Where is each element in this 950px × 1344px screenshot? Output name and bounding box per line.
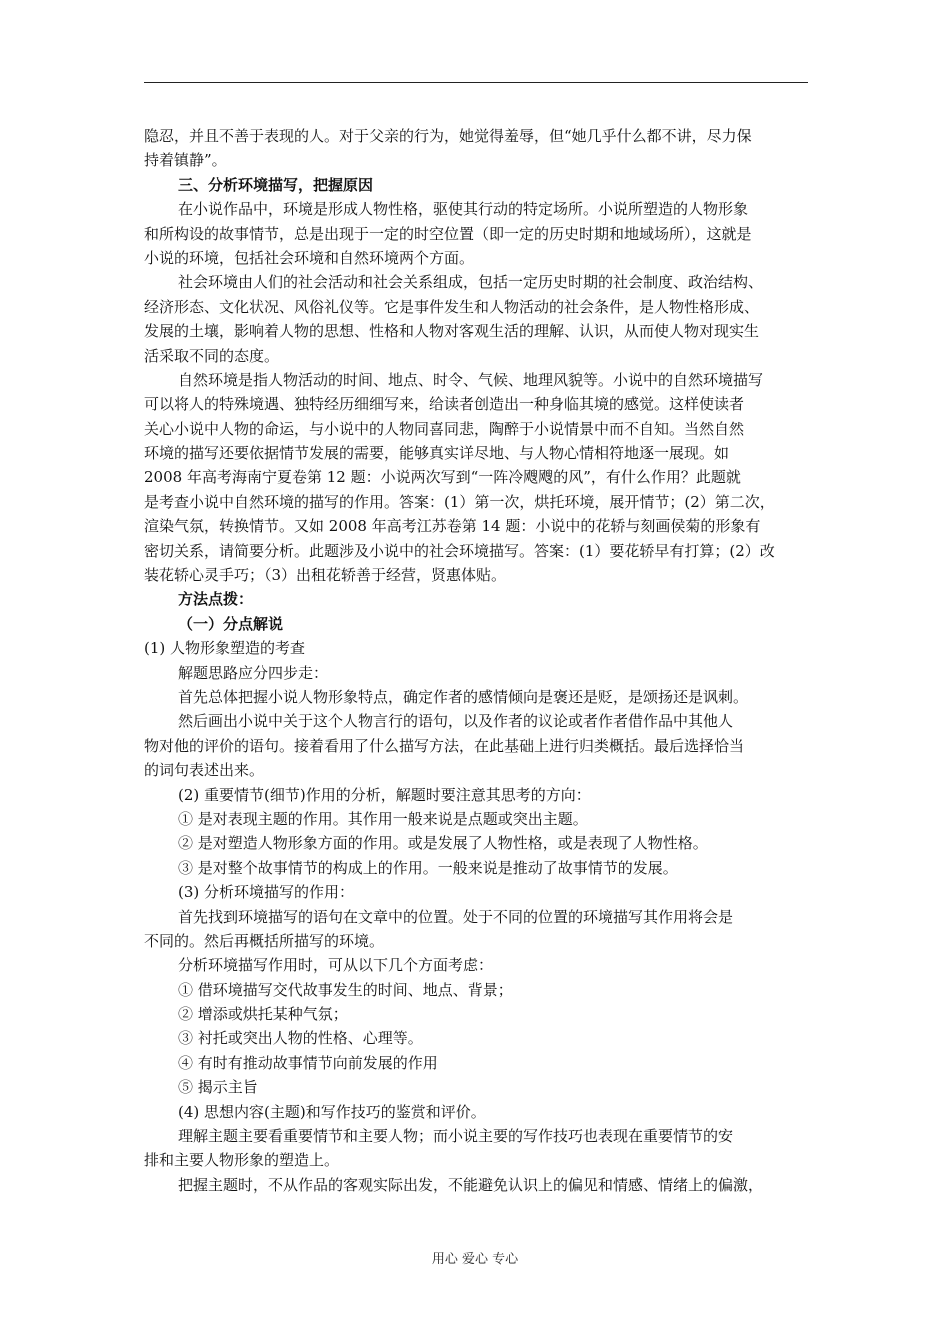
text-line: 解题思路应分四步走： [178,663,329,682]
text-line: 首先总体把握小说人物形象特点，确定作者的感情倾向是褒还是贬，是颂扬还是讽刺。 [178,687,749,706]
text-line: 可以将人的特殊境遇、独特经历细细写来，给读者创造出一种身临其境的感觉。这样使读者 [144,395,745,414]
text-line: 然后画出小说中关于这个人物言行的语句，以及作者的议论或者作者借作品中其他人 [178,712,734,731]
text-line: 的词句表述出来。 [144,761,265,780]
section-heading: 三、分析环境描写，把握原因 [178,175,374,194]
text-line: 2008 年高考海南宁夏卷第 12 题：小说两次写到“一阵冷飕飕的风”，有什么作用？此题就 [144,468,741,487]
text-line: (2) 重要情节(细节)作用的分析，解题时要注意其思考的方向： [178,785,591,804]
page-footer: 用心 爱心 专心 [431,1252,519,1267]
text-line: 理解主题主要看重要情节和主要人物；而小说主要的写作技巧也表现在重要情节的安 [178,1127,734,1146]
text-line: 渲染气氛，转换情节。又如 2008 年高考江苏卷第 14 题：小说中的花轿与刻画侯菊的形象有 [144,517,761,536]
text-line: 持着镇静”。 [144,151,227,170]
text-line: 物对他的评价的语句。接着看用了什么描写方法，在此基础上进行归类概括。最后选择恰当 [144,736,745,755]
text-line: 在小说作品中，环境是形成人物性格，驱使其行动的特定场所。小说所塑造的人物形象 [178,200,749,219]
text-line: (4) 思想内容(主题)和写作技巧的鉴赏和评价。 [178,1102,486,1121]
text-line: 发展的土壤，影响着人物的思想、性格和人物对客观生活的理解、认识，从而使人物对现实生 [144,322,760,341]
text-line: ② 是对塑造人物形象方面的作用。或是发展了人物性格，或是表现了人物性格。 [178,834,708,853]
text-line: 自然环境是指人物活动的时间、地点、时令、气候、地理风貌等。小说中的自然环境描写 [178,370,764,389]
text-line: 首先找到环境描写的语句在文章中的位置。处于不同的位置的环境描写其作用将会是 [178,907,734,926]
text-line: 分析环境描写作用时，可从以下几个方面考虑： [178,956,494,975]
text-line: ③ 衬托或突出人物的性格、心理等。 [178,1029,423,1048]
text-line: ③ 是对整个故事情节的构成上的作用。一般来说是推动了故事情节的发展。 [178,858,678,877]
text-line: 经济形态、文化状况、风俗礼仪等。它是事件发生和人物活动的社会条件，是人物性格形成、 [144,297,760,316]
text-line: (1) 人物形象塑造的考查 [144,639,306,658]
text-line: ⑤ 揭示主旨 [178,1078,258,1097]
text-line: 装花轿心灵手巧；（3）出租花轿善于经营，贤惠体贴。 [144,566,507,585]
text-line: 和所构设的故事情节，总是出现于一定的时空位置（即一定的历史时期和地域场所），这就是 [144,224,752,243]
text-line: 排和主要人物形象的塑造上。 [144,1151,340,1170]
text-line: 把握主题时，不从作品的客观实际出发，不能避免认识上的偏见和情感、情绪上的偏激， [178,1175,764,1194]
text-line: (3) 分析环境描写的作用： [178,883,355,902]
section-heading: 方法点拨： [178,590,254,609]
text-line: ④ 有时有推动故事情节向前发展的作用 [178,1053,438,1072]
text-line: 社会环境由人们的社会活动和社会关系组成，包括一定历史时期的社会制度、政治结构、 [178,273,764,292]
text-line: 是考查小说中自然环境的描写的作用。答案：(1）第一次，烘托环境，展开情节；(2）第二次， [144,492,775,511]
text-line: 密切关系，请简要分析。此题涉及小说中的社会环境描写。答案：(1）要花轿早有打算；(2）改 [144,541,775,560]
document-body [144,124,808,1197]
text-line: 关心小说中人物的命运，与小说中的人物同喜同悲，陶醉于小说情景中而不自知。当然自然 [144,419,745,438]
text-line: 隐忍，并且不善于表现的人。对于父亲的行为，她觉得羞辱，但“她几乎什么都不讲，尽力保 [144,127,752,145]
text-line: 不同的。然后再概括所描写的环境。 [144,931,385,950]
text-line: 环境的描写还要依据情节发展的需要，能够真实详尽地、与人物心情相符地逐一展现。如 [144,444,730,463]
text-line: 小说的环境，包括社会环境和自然环境两个方面。 [144,248,475,267]
text-line: ① 是对表现主题的作用。其作用一般来说是点题或突出主题。 [178,809,588,828]
text-line: ① 借环境描写交代故事发生的时间、地点、背景； [178,980,513,999]
text-line: 活采取不同的态度。 [144,346,280,365]
section-heading: （一）分点解说 [178,614,284,633]
header-rule [144,82,808,83]
text-line: ② 增添或烘托某种气氛； [178,1005,348,1024]
